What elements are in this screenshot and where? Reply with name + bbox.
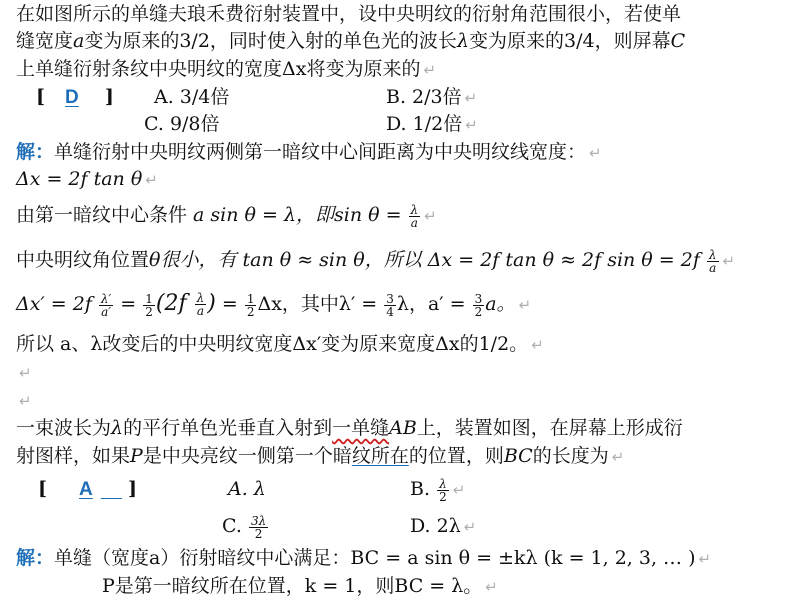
return-mark: ↵ (424, 207, 437, 225)
return-mark: ↵ (589, 144, 602, 162)
solution-label: 解： (16, 141, 55, 163)
return-mark: ↵ (485, 578, 498, 596)
equals-sign: = (215, 293, 244, 315)
fraction-three-lambda-half (249, 515, 268, 540)
equation-approx: 很小，有 tan θ ≈ sin θ，所以 Δx = 2f tan θ ≈ 2f sin θ = 2f (160, 249, 706, 271)
q1-var-c: C (670, 30, 686, 52)
return-mark: ↵ (463, 518, 477, 536)
equation-dark-condition: a sin θ = λ，即sin θ = (193, 204, 408, 226)
frac-den: a′ (101, 304, 112, 319)
q2-text-1d: 一单缝 (332, 417, 390, 439)
q2-option-b (410, 476, 465, 503)
fraction-half-2 (245, 293, 257, 318)
q1-option-b-text: B. 2/3倍 (386, 86, 462, 108)
sol2-text-1: 单缝（宽度a）衍射暗纹中心满足：BC = a sin θ = ±kλ (k = 1, 2, 3, … ) (54, 547, 696, 569)
q2-text-2e: 的位置，则 (408, 445, 504, 467)
sol1-line-4 (16, 247, 735, 274)
return-mark: ↵ (145, 171, 158, 189)
sol2-line-2 (102, 573, 498, 600)
sol1-line-5 (16, 291, 531, 318)
fraction-lambda-over-a-2 (707, 249, 719, 274)
frac-den: 4 (386, 304, 394, 319)
q2-option-c (222, 513, 269, 540)
frac-den: a (709, 260, 717, 275)
q2-option-d-text: D. 2λ (410, 515, 461, 537)
q1-line-1 (16, 1, 681, 27)
q1-option-b (386, 84, 477, 111)
q2-option-b-text: B. (410, 478, 431, 500)
q2-option-d (410, 513, 476, 540)
frac-den: 2 (474, 304, 483, 319)
bracket-close: ] (128, 478, 138, 500)
frac-num: λ (708, 247, 717, 262)
sol1-text-1: 单缝衍射中央明纹两侧第一暗纹中心间距离为中央明纹线宽度： (54, 141, 587, 163)
sol1-line-1 (16, 139, 602, 166)
sol1-text-5e: a。 (485, 293, 516, 315)
q1-text-1: 在如图所示的单缝夫琅禾费衍射装置中，设中央明纹的衍射角范围很小，若使单 (16, 3, 682, 25)
sol2-line-1 (16, 545, 711, 572)
empty-line-1 (16, 359, 32, 386)
q1-option-c (144, 111, 220, 137)
q1-text-2a: 缝宽度 (16, 30, 74, 52)
q1-option-c-text: C. 9/8倍 (144, 113, 220, 135)
q1-text-3c: 将变为原来的 (306, 58, 421, 80)
sol1-line-6 (16, 331, 544, 358)
frac-num: λ′ (100, 291, 112, 306)
bracket-open: [ (36, 86, 45, 108)
frac-den: 2 (145, 304, 153, 319)
sol1-line-2 (16, 166, 158, 193)
sol1-line-3 (16, 202, 437, 229)
q2-option-c-text: C. (222, 515, 242, 537)
equation-width: Δx = 2f tan θ (16, 168, 143, 190)
return-mark: ↵ (19, 364, 32, 382)
sol1-conclusion: 所以 a、λ改变后的中央明纹宽度Δx′变为原来宽度Δx的1/2。 (16, 333, 529, 355)
q2-text-1f: 上，装置如图，在屏幕上形成衍 (416, 417, 683, 439)
return-mark: ↵ (423, 61, 437, 79)
frac-num: 3λ (250, 513, 267, 528)
frac-den: 2 (439, 489, 447, 504)
q1-option-a (154, 84, 229, 110)
q2-var-lambda: λ (111, 417, 124, 439)
fraction-lambda-over-a (409, 204, 421, 229)
return-mark: ↵ (518, 296, 532, 314)
frac-den: a (410, 215, 418, 230)
q2-var-ab: AB (389, 417, 417, 439)
bracket-close: ] (104, 86, 114, 108)
frac-num: 1 (246, 291, 255, 306)
frac-num: λ (196, 290, 205, 305)
frac-den: 2 (254, 526, 263, 541)
q2-text-1a: 一束波长为 (16, 417, 112, 439)
fraction-three-fourths (384, 293, 396, 318)
q1-text-2c: 变为原来的3/2，同时使入射的单色光的波长 (84, 30, 457, 52)
return-mark: ↵ (698, 550, 712, 568)
q1-answer-bracket (36, 84, 114, 111)
q2-option-a (228, 476, 266, 502)
frac-num: λ (437, 478, 449, 491)
bracket-open: [ (38, 478, 47, 500)
q1-var-lambda: λ (456, 30, 469, 52)
sol1-text-4a: 中央明纹角位置 (16, 249, 150, 271)
return-mark: ↵ (465, 116, 478, 134)
q2-answer: A (79, 479, 93, 500)
frac-num: 3 (474, 291, 483, 306)
fraction-lambda-half (437, 478, 449, 503)
solution-label-2: 解： (16, 547, 55, 569)
q2-option-a-text: A. λ (228, 478, 266, 500)
q1-var-dx: Δx (282, 58, 307, 80)
fraction-lambda-over-a-3 (195, 292, 207, 317)
q1-option-a-text: A. 3/4倍 (154, 86, 230, 108)
q1-option-d (386, 111, 478, 138)
q2-line-2 (16, 443, 624, 470)
sol1-text-3a: 由第一暗纹中心条件 (16, 204, 194, 226)
q2-text-1c: 的平行单色光垂直入射到 (123, 417, 333, 439)
return-mark: ↵ (452, 481, 466, 499)
frac-den: a (196, 303, 204, 318)
frac-num: 1 (145, 291, 153, 306)
frac-num: 3 (386, 291, 394, 306)
q2-var-bc: BC (503, 445, 533, 467)
sol1-text-5d: λ，a′ = (396, 293, 472, 315)
q1-line-3 (16, 56, 436, 83)
sol1-text-5c: Δx，其中λ′ = (257, 293, 384, 315)
q1-option-d-text: D. 1/2倍 (386, 113, 463, 135)
sol2-text-2: P是第一暗纹所在位置，k = 1，则BC = λ。 (102, 575, 483, 597)
q2-text-2c: 是中央亮纹一侧第一个暗 (142, 445, 352, 467)
q2-text-2g: 的长度为 (532, 445, 609, 467)
return-mark: ↵ (722, 252, 736, 270)
q1-text-3a: 上单缝衍射条纹中央明纹的宽度 (16, 58, 283, 80)
equals-sign: = (114, 293, 143, 315)
fraction-half (143, 293, 155, 318)
return-mark: ↵ (531, 336, 544, 354)
q2-answer-bracket (38, 476, 137, 503)
return-mark: ↵ (19, 392, 32, 410)
fraction-three-halves (473, 293, 485, 318)
q2-line-1 (16, 415, 683, 441)
frac-num: λ (410, 202, 419, 217)
frac-den: 2 (246, 304, 255, 319)
paren-expression: (2f $\frac{\lambda}{a}$ ) (155, 290, 216, 318)
q2-text-2d: 纹所在 (351, 445, 409, 467)
q2-var-p: P (130, 445, 143, 467)
equation-new-width: Δx′ = 2f (16, 293, 98, 315)
q1-var-a: a (73, 30, 85, 52)
fraction-lp-over-ap (99, 293, 113, 318)
q1-text-2e: 变为原来的3/4，则屏幕 (468, 30, 671, 52)
q1-line-2 (16, 28, 685, 54)
q1-answer: D (65, 87, 79, 108)
empty-line-2 (16, 387, 32, 414)
var-theta: θ (149, 249, 161, 271)
q2-text-2a: 射图样，如果 (16, 445, 131, 467)
return-mark: ↵ (611, 448, 625, 466)
return-mark: ↵ (464, 89, 478, 107)
